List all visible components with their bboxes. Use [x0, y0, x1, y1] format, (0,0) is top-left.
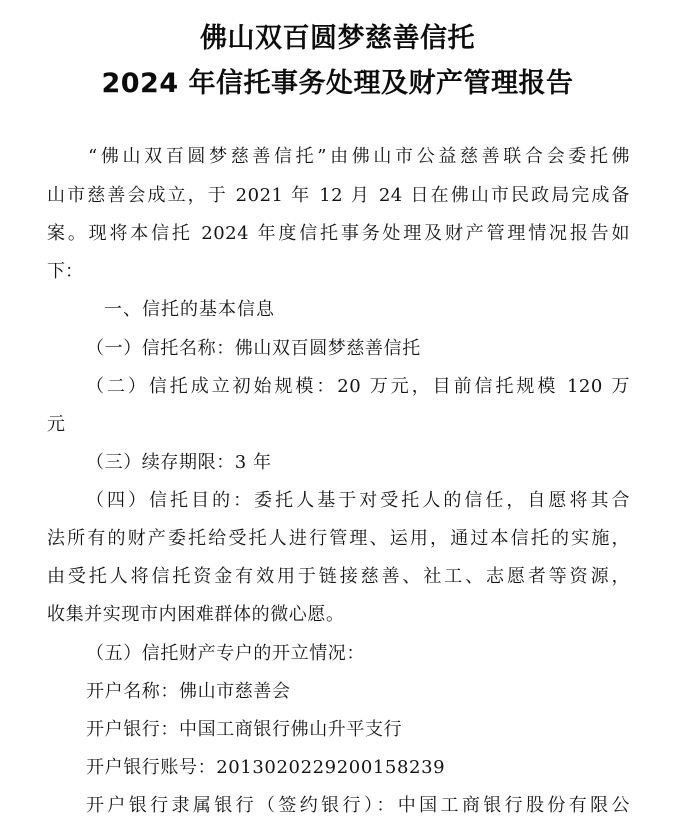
intro-line-2: 山市慈善会成立，于 2021 年 12 月 24 日在佛山市民政局完成备	[47, 185, 630, 206]
item-purpose-line2: 法所有的财产委托给受托人进行管理、运用，通过本信托的实施，	[47, 528, 630, 549]
account-bank: 开户银行：中国工商银行佛山升平支行	[86, 719, 403, 740]
item-purpose-line3: 由受托人将信托资金有效用于链接慈善、社工、志愿者等资源，	[47, 566, 630, 587]
item-trust-scale-line2: 元	[47, 414, 65, 435]
account-parent-bank: 开户银行隶属银行（签约银行）：中国工商银行股份有限公	[86, 795, 630, 816]
document-title-line1: 佛山双百圆梦慈善信托	[200, 23, 475, 54]
item-purpose-line1: （四）信托目的：委托人基于对受托人的信任，自愿将其合	[86, 490, 630, 511]
intro-line-3: 案。现将本信托 2024 年度信托事务处理及财产管理情况报告如	[47, 223, 630, 244]
item-duration: （三）续存期限：3 年	[86, 452, 272, 473]
item-purpose-line4: 收集并实现市内困难群体的微心愿。	[47, 604, 345, 625]
item-account-heading: （五）信托财产专户的开立情况：	[86, 643, 365, 664]
item-trust-name: （一）信托名称：佛山双百圆梦慈善信托	[86, 338, 421, 359]
intro-line-1: “佛山双百圆梦慈善信托”由佛山市公益慈善联合会委托佛	[88, 146, 630, 167]
item-trust-scale-line1: （二）信托成立初始规模：20 万元，目前信托规模 120 万	[86, 376, 630, 397]
account-name: 开户名称：佛山市慈善会	[86, 681, 291, 702]
intro-line-4: 下：	[47, 261, 83, 282]
section-heading-basic-info: 一、信托的基本信息	[104, 299, 275, 320]
document-title-line2: 2024 年信托事务处理及财产管理报告	[101, 68, 574, 99]
account-number: 开户银行账号：2013020229200158239	[86, 757, 446, 778]
